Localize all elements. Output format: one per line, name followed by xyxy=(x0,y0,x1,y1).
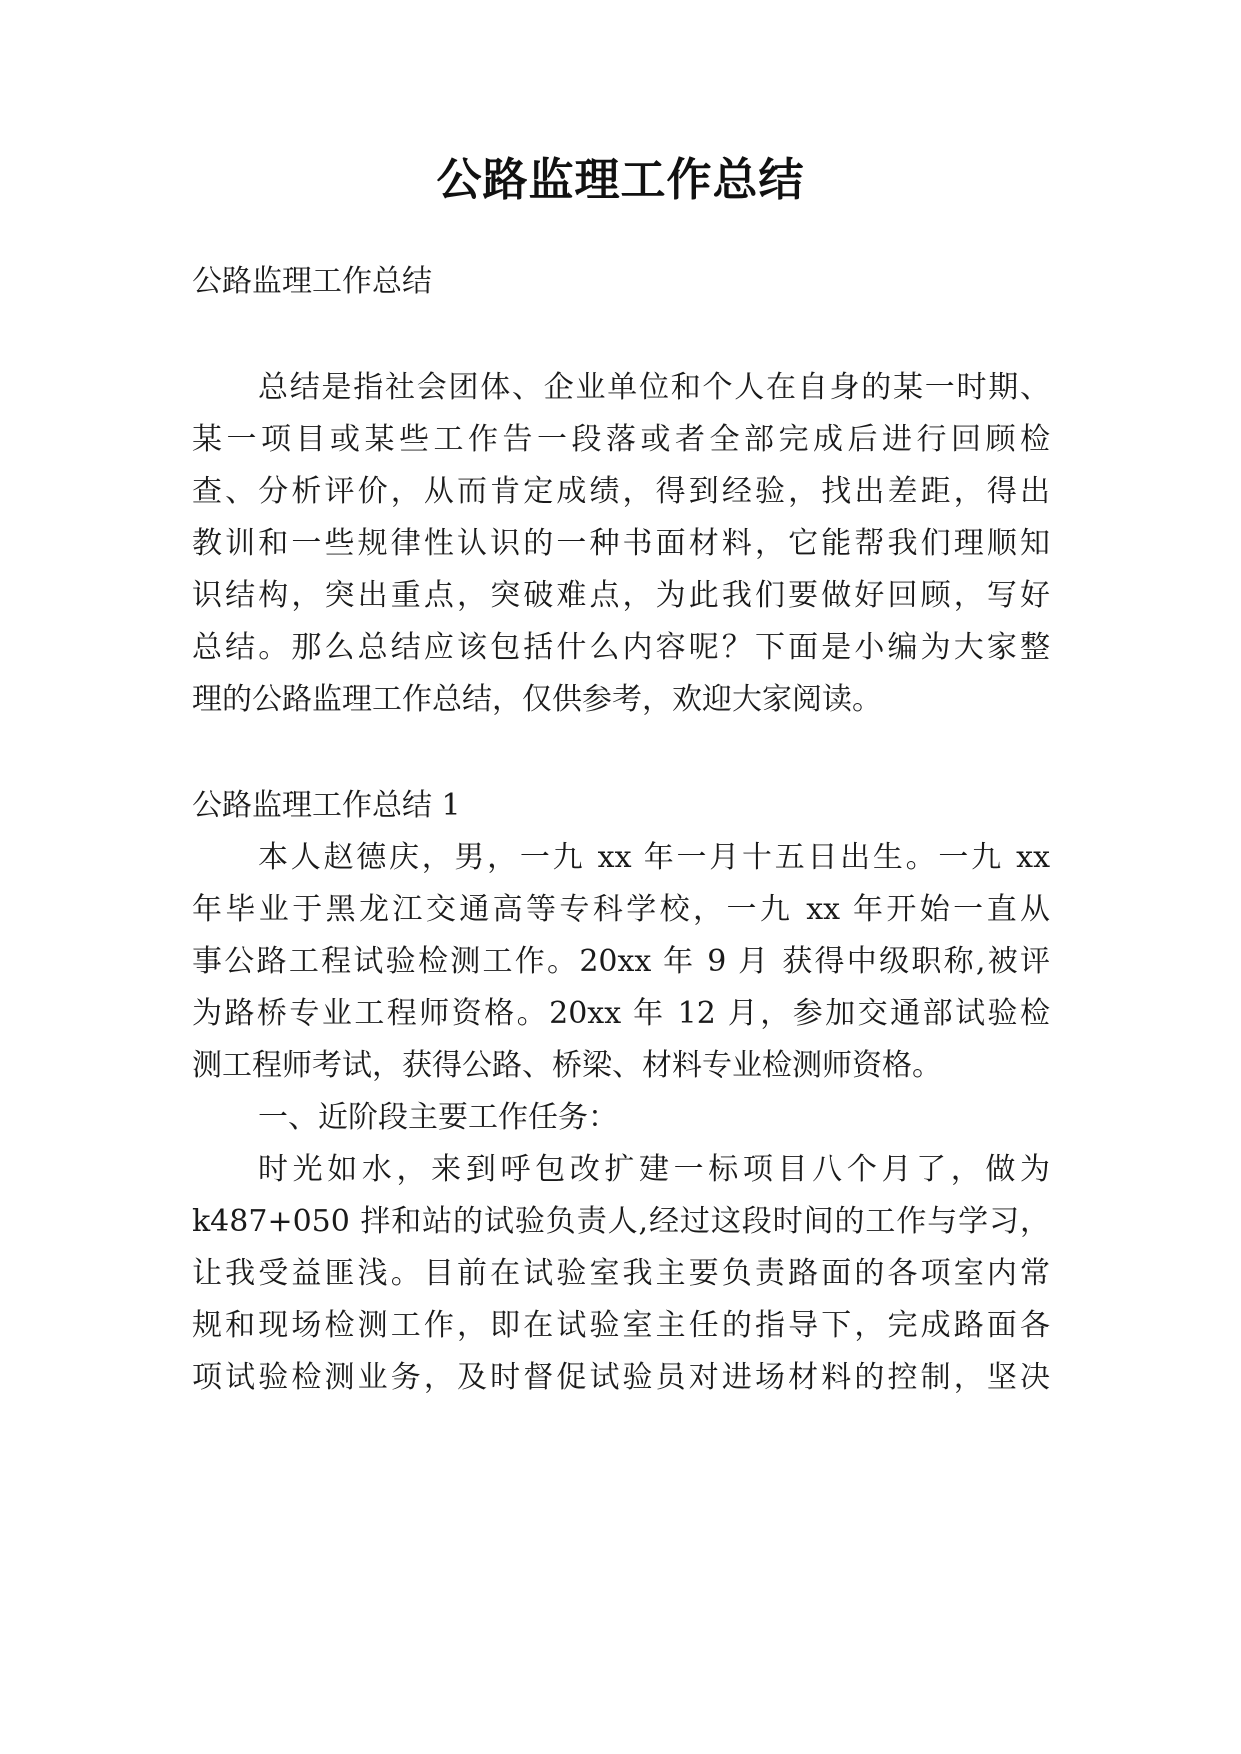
intro-line: 总结是指社会团体、企业单位和个人在自身的某一时期、 xyxy=(258,370,1050,405)
section-subheading: 一、近阶段主要工作任务： xyxy=(258,1100,618,1135)
paragraph-line: 规和现场检测工作，即在试验室主任的指导下，完成路面各 xyxy=(192,1308,1050,1343)
intro-line: 识结构，突出重点，突破难点，为此我们要做好回顾，写好 xyxy=(192,578,1050,613)
intro-line: 总结。那么总结应该包括什么内容呢？下面是小编为大家整 xyxy=(192,630,1050,665)
paragraph-line: 本人赵德庆，男，一九 xx 年一月十五日出生。一九 xx xyxy=(258,840,1050,875)
section-heading: 公路监理工作总结 1 xyxy=(192,788,461,823)
intro-line: 某一项目或某些工作告一段落或者全部完成后进行回顾检 xyxy=(192,422,1050,457)
intro-line: 教训和一些规律性认识的一种书面材料，它能帮我们理顺知 xyxy=(192,526,1050,561)
paragraph-line: 为路桥专业工程师资格。20xx 年 12 月，参加交通部试验检 xyxy=(192,996,1050,1031)
document-title: 公路监理工作总结 xyxy=(436,153,805,206)
paragraph-line: 让我受益匪浅。目前在试验室我主要负责路面的各项室内常 xyxy=(192,1256,1050,1291)
paragraph-line: 测工程师考试，获得公路、桥梁、材料专业检测师资格。 xyxy=(192,1048,942,1083)
paragraph-line: 项试验检测业务，及时督促试验员对进场材料的控制，坚决 xyxy=(192,1360,1050,1395)
intro-line: 理的公路监理工作总结，仅供参考，欢迎大家阅读。 xyxy=(192,682,882,717)
paragraph-line: k487+050 拌和站的试验负责人,经过这段时间的工作与学习， xyxy=(192,1204,1050,1239)
document-subtitle: 公路监理工作总结 xyxy=(192,264,432,299)
intro-line: 查、分析评价，从而肯定成绩，得到经验，找出差距，得出 xyxy=(192,474,1050,509)
paragraph-line: 年毕业于黑龙江交通高等专科学校，一九 xx 年开始一直从 xyxy=(192,892,1050,927)
paragraph-line: 事公路工程试验检测工作。20xx 年 9 月 获得中级职称,被评 xyxy=(192,944,1050,979)
paragraph-line: 时光如水，来到呼包改扩建一标项目八个月了，做为 xyxy=(258,1152,1050,1187)
